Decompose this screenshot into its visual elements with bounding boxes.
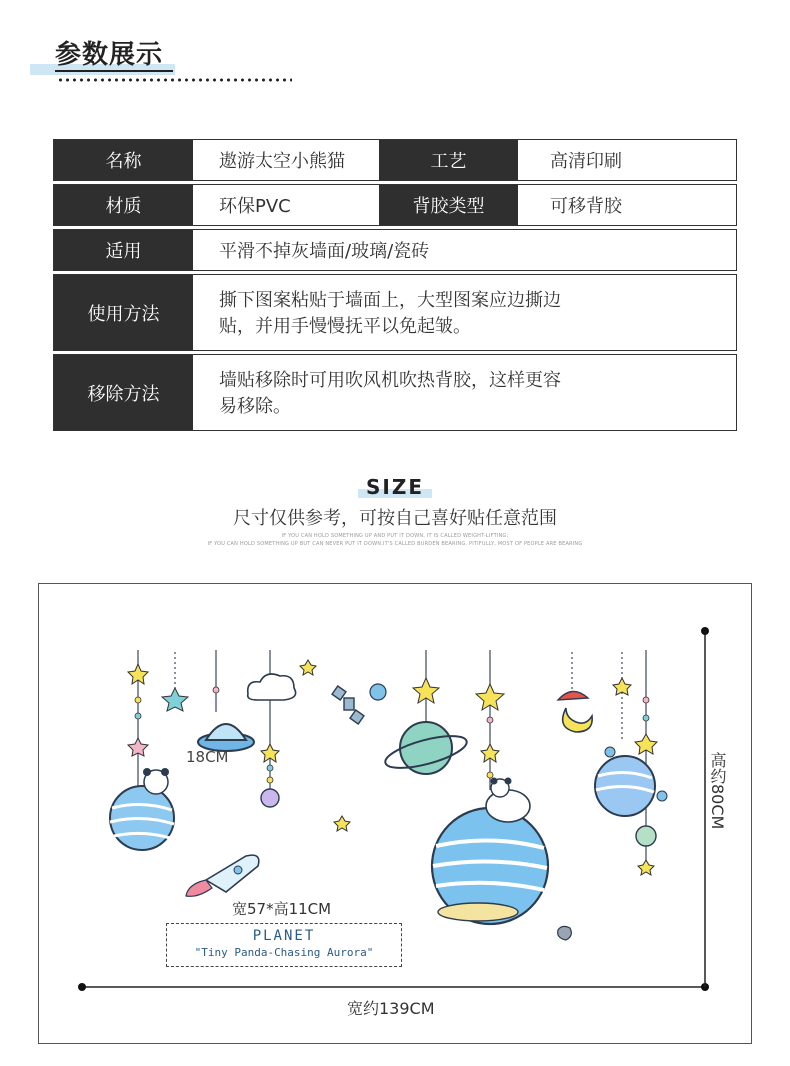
small-green-planet-icon: [636, 826, 656, 846]
santa-hat-icon: [558, 691, 588, 700]
method-line-1: 撕下图案粘贴于墙面上，大型图案应边撕边: [219, 289, 561, 311]
param-value-material: 环保PVC: [219, 196, 291, 217]
tiny-quote-line-1: IF YOU CAN HOLD SOMETHING UP AND PUT IT DOWN, IT IS CALLED WEIGHT-LIFTING;: [281, 533, 509, 539]
teal-star-icon: [162, 688, 188, 711]
planet-title: PLANET: [252, 928, 316, 944]
pink-star-icon: [128, 738, 148, 756]
param-label-usage: 适用: [54, 230, 193, 270]
sub-size-label: 宽57*高11CM: [232, 900, 332, 918]
param-label-method: 使用方法: [54, 275, 193, 350]
param-value-name: 遨游太空小熊猫: [219, 151, 345, 172]
tiny-quote-line-2: IF YOU CAN HOLD SOMETHING UP BUT CAN NEVER PUT IT DOWN,IT'S CALLED BURDEN BEARING. PITIFULLY, MOST OF PEOPLE ARE BEARING: [207, 541, 583, 547]
method-line-2: 贴，并用手慢慢抚平以免起皱。: [219, 315, 471, 337]
satellite-icon: [332, 686, 364, 724]
exclamation-bubble-icon: [370, 684, 386, 700]
param-label-removal: 移除方法: [54, 355, 193, 430]
planet-caption-box: [166, 923, 402, 967]
param-value-process: 高清印刷: [550, 151, 622, 172]
param-label-process: 工艺: [379, 140, 518, 180]
ringed-planet-icon: [400, 722, 452, 774]
param-value-adhesive: 可移背胶: [550, 196, 622, 217]
panda-big-icon: [486, 790, 530, 822]
param-label-material: 材质: [54, 185, 193, 225]
removal-line-2: 易移除。: [219, 395, 291, 417]
size-heading-text: SIZE: [365, 475, 424, 499]
removal-line-1: 墙贴移除时可用吹风机吹热背胶，这样更容: [219, 369, 561, 391]
asteroid-icon: [558, 926, 572, 940]
height-label: 高约80CM: [708, 752, 727, 830]
planet-caption: "Tiny Panda-Chasing Aurora": [194, 946, 374, 959]
width-end-dot-left: [78, 983, 86, 991]
stray-dimension-label: 18CM: [186, 748, 229, 766]
section-title: 参数展示: [55, 40, 164, 70]
small-planet-icon: [261, 789, 279, 807]
rocket-icon: [186, 855, 259, 896]
param-label-name: 名称: [54, 140, 193, 180]
width-label: 宽约139CM: [347, 999, 435, 1018]
param-value-usage: 平滑不掉灰墙面/玻璃/瓷砖: [219, 241, 430, 262]
param-label-adhesive: 背胶类型: [379, 185, 518, 225]
height-end-dot-top: [701, 627, 709, 635]
moon-icon: [563, 708, 593, 732]
cloud-icon: [248, 674, 296, 700]
size-subtitle: 尺寸仅供参考，可按自己喜好贴任意范围: [233, 508, 557, 529]
